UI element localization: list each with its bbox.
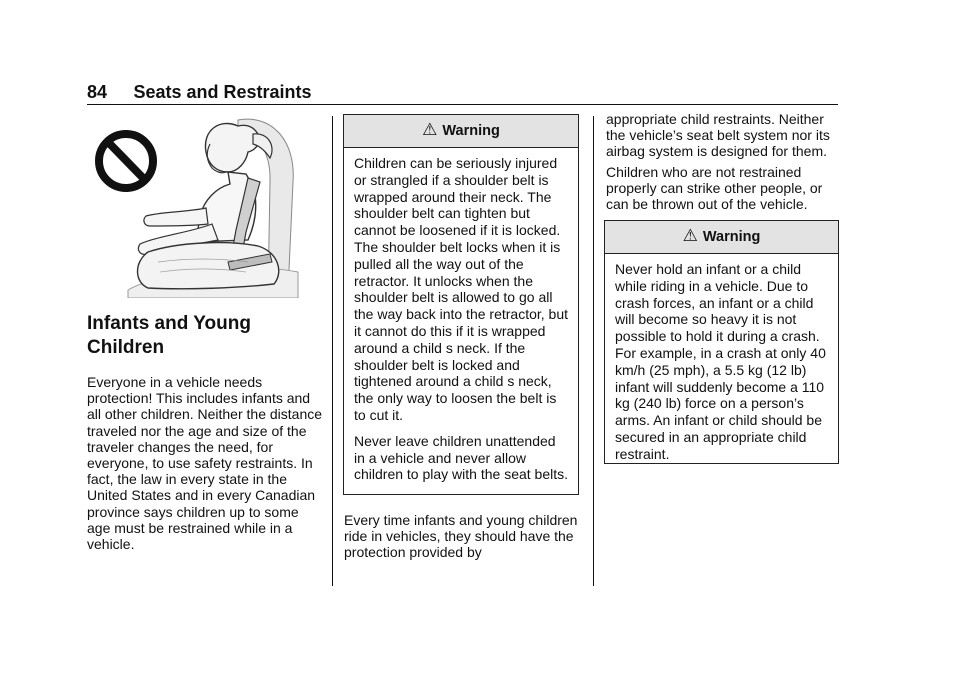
heading-line-1: Infants and Young [87,313,251,334]
page-number: 84 [87,82,108,102]
warning-icon: ⚠ [682,225,698,245]
warning-header [344,115,578,148]
page-header [87,82,837,103]
warning-paragraph: Never leave children unattended in a vehicle and never allow children to play with the seat belts. [354,432,569,483]
section-title: Seats and Restraints [133,82,312,102]
warning-body [344,148,578,492]
warning-box-1 [343,114,579,495]
section-heading [87,312,323,360]
warning-title: Warning [442,122,500,139]
illustration [88,112,310,298]
column-1 [87,312,323,552]
header-rule [87,104,838,105]
warning-title: Warning [702,228,761,245]
warning-icon: ⚠ [422,119,438,139]
heading-line-2: Children [87,337,165,358]
intro-paragraph: Everyone in a vehicle needs protection! This includes infants and all other children. Neither the distance traveled nor the age and size of the traveler changes the need, for everyone, to use safety restraints. In fact, the law in every state in the United States and in every Canadian province says children up to some age must be restrained while in a vehicle. [87,374,323,553]
warning-body [605,254,838,472]
warning-paragraph: Children can be seriously injured or strangled if a shoulder belt is wrapped around their neck. The shoulder belt can tighten but cannot be loosened if it is locked. The shoulder belt locks when it is pulled all the way out of the retractor. It unlocks when the shoulder belt is allowed to go all the way back into the retractor, but it cannot do this if it is wrapped around a child s neck. If the shoulder belt is locked and tightened around a child s neck, the only way to loosen the belt is to cut it. [354,155,569,423]
warning-paragraph: Never hold an infant or a child while riding in a vehicle. Due to crash forces, an infant or a child will become so heavy it is not possible to hold it during a crash. For example, in a crash at only 40 km/h (25 mph), a 5.5 kg (12 lb) infant will suddenly become a 110 kg (240 lb) force on a person’s arms. An infant or child should be secured in an appropriate child restraint. [615,261,826,462]
child-on-lap-illustration [88,112,310,298]
column-divider-2 [593,116,594,586]
paragraph: appropriate child restraints. Neither the vehicle’s seat belt system nor its airbag system is designed for them. [606,111,830,160]
column-2-text [344,512,582,561]
warning-box-2 [604,220,839,464]
column-3-text-2 [606,164,842,213]
warning-header [605,221,838,254]
paragraph: Children who are not restrained properly can strike other people, or can be thrown out of the vehicle. [606,164,823,213]
column-divider-1 [332,116,333,586]
prohibition-icon [99,134,153,188]
paragraph: Every time infants and young children ride in vehicles, they should have the protection provided by [344,512,578,561]
column-3-text-1 [606,111,842,160]
